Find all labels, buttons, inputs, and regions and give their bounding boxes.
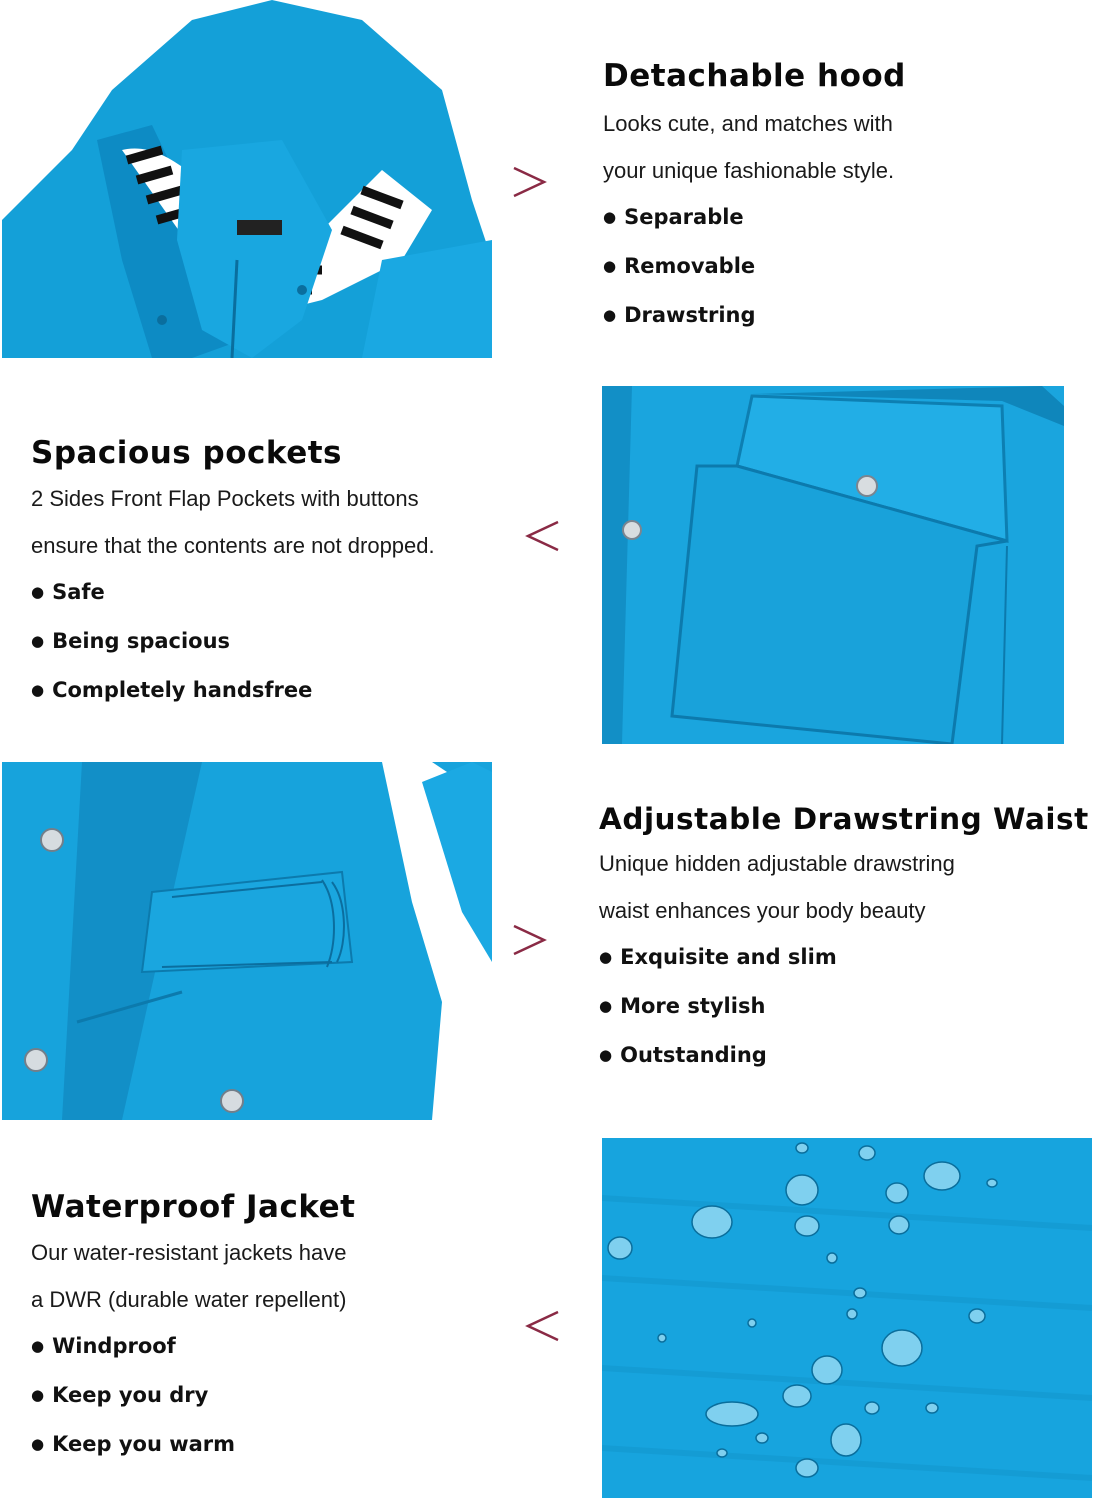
list-item: ● Drawstring bbox=[603, 303, 756, 327]
section-title: Waterproof Jacket bbox=[31, 1189, 356, 1225]
section-desc-line: Our water-resistant jackets have bbox=[31, 1240, 347, 1265]
feature-list bbox=[31, 569, 435, 716]
list-item: ● Removable bbox=[603, 254, 756, 278]
bullet-icon: ● bbox=[603, 208, 617, 226]
water-droplets-photo bbox=[602, 1138, 1092, 1498]
list-item: ● Windproof bbox=[31, 1334, 176, 1358]
feature-list bbox=[599, 934, 1089, 1081]
bullet-icon: ● bbox=[599, 1046, 613, 1064]
waist-photo bbox=[2, 762, 492, 1120]
list-item: ● Being spacious bbox=[31, 629, 231, 653]
section-title: Spacious pockets bbox=[31, 435, 342, 471]
list-item: ● More stylish bbox=[599, 994, 766, 1018]
list-item: ● Completely handsfree bbox=[31, 678, 313, 702]
list-item: ● Keep you dry bbox=[31, 1383, 209, 1407]
list-item: ● Keep you warm bbox=[31, 1432, 236, 1456]
section-pockets-text bbox=[31, 435, 435, 716]
section-desc-line: waist enhances your body beauty bbox=[599, 898, 926, 923]
section-desc-line: Unique hidden adjustable drawstring bbox=[599, 851, 955, 876]
section-title: Adjustable Drawstring Waist bbox=[599, 802, 1089, 836]
section-desc-line: 2 Sides Front Flap Pockets with buttons bbox=[31, 486, 419, 511]
left-chevron-icon bbox=[522, 516, 562, 556]
section-title: Detachable hood bbox=[603, 58, 906, 94]
feature-list bbox=[603, 194, 906, 341]
list-item: ● Separable bbox=[603, 205, 744, 229]
section-hood-text bbox=[603, 58, 906, 341]
bullet-icon: ● bbox=[31, 632, 45, 650]
feature-list bbox=[31, 1323, 355, 1470]
list-item: ● Exquisite and slim bbox=[599, 945, 837, 969]
section-desc-line: your unique fashionable style. bbox=[603, 158, 895, 183]
bullet-icon: ● bbox=[599, 997, 613, 1015]
right-chevron-icon bbox=[510, 920, 550, 960]
section-desc-line: ensure that the contents are not dropped. bbox=[31, 533, 435, 558]
section-waist-text bbox=[599, 802, 1089, 1081]
bullet-icon: ● bbox=[603, 306, 617, 324]
bullet-icon: ● bbox=[31, 1386, 45, 1404]
pocket-photo bbox=[602, 386, 1064, 744]
bullet-icon: ● bbox=[603, 257, 617, 275]
left-chevron-icon bbox=[522, 1306, 562, 1346]
list-item: ● Outstanding bbox=[599, 1043, 767, 1067]
section-desc-line: a DWR (durable water repellent) bbox=[31, 1287, 347, 1312]
list-item: ● Safe bbox=[31, 580, 105, 604]
bullet-icon: ● bbox=[599, 948, 613, 966]
section-desc-line: Looks cute, and matches with bbox=[603, 111, 893, 136]
section-waterproof-text bbox=[31, 1189, 355, 1470]
bullet-icon: ● bbox=[31, 583, 45, 601]
bullet-icon: ● bbox=[31, 1337, 45, 1355]
bullet-icon: ● bbox=[31, 1435, 45, 1453]
right-chevron-icon bbox=[510, 162, 550, 202]
hood-photo bbox=[2, 0, 492, 358]
bullet-icon: ● bbox=[31, 681, 45, 699]
